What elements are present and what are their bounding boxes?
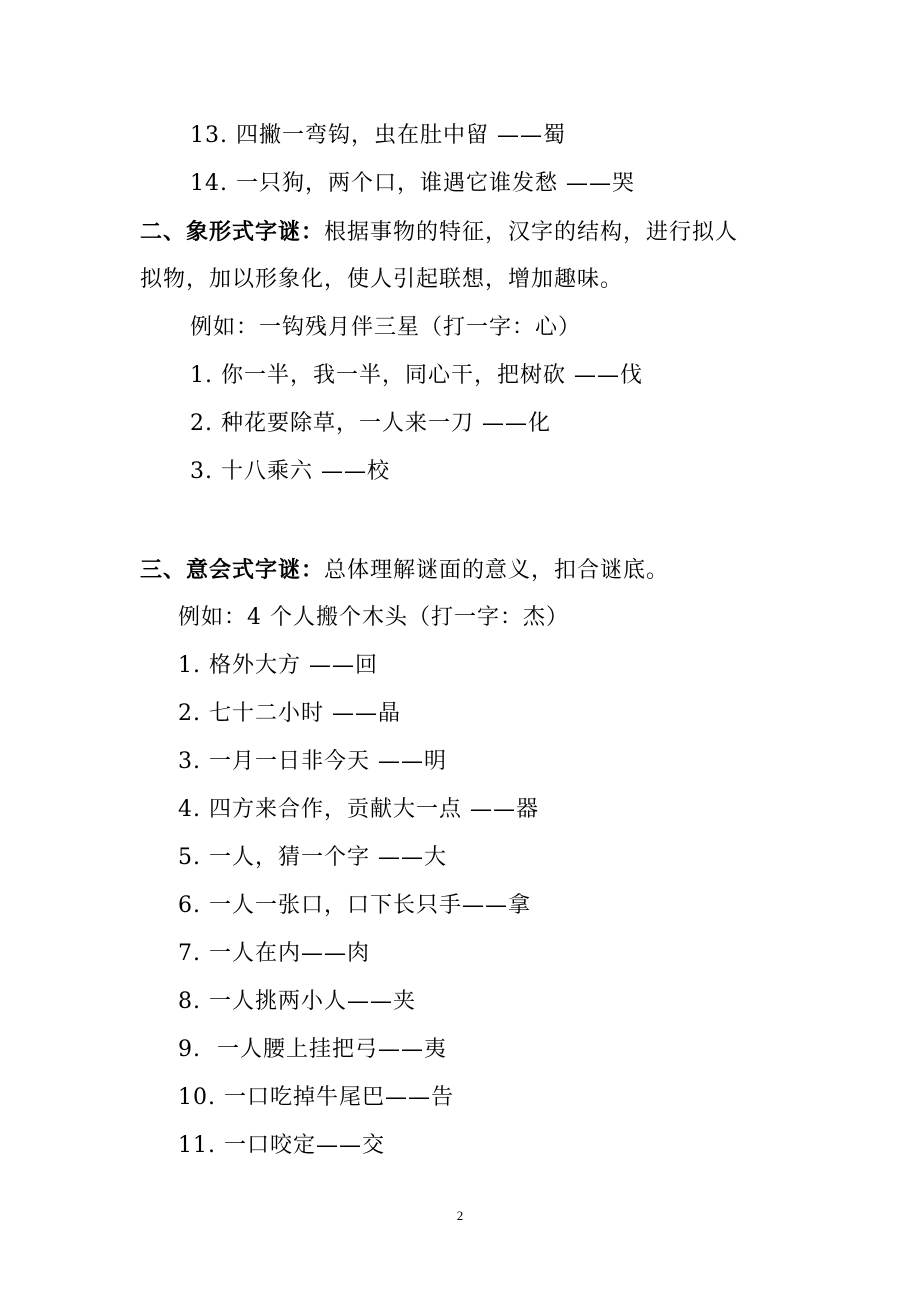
list-item [178, 1083, 454, 1113]
item-text: 一人挑两小人——夹 [209, 989, 417, 1014]
list-item [178, 891, 531, 921]
item-number: 10. [178, 1085, 216, 1110]
item-number: 14. [190, 171, 228, 196]
list-item [190, 169, 635, 199]
section-description: 总体理解谜面的意义，扣合谜底。 [324, 558, 670, 583]
list-item [178, 1131, 385, 1161]
list-item [178, 747, 447, 777]
section-description-continued [140, 265, 623, 295]
section-label: 二、象形式字谜： [140, 219, 325, 245]
list-item [178, 843, 447, 873]
item-text: 四方来合作，贡献大一点 ——器 [209, 797, 539, 822]
item-number: 8. [178, 989, 201, 1014]
item-number: 1. [190, 363, 213, 388]
item-text: 一人在内——肉 [209, 941, 371, 966]
example-line [178, 603, 569, 633]
section-heading [140, 555, 669, 586]
item-number: 5. [178, 845, 201, 870]
example-line [190, 313, 581, 343]
list-item [178, 939, 370, 969]
section-description: 拟物，加以形象化，使人引起联想，增加趣味。 [140, 267, 624, 292]
item-text: 四撇一弯钩，虫在肚中留 ——蜀 [236, 123, 566, 148]
list-item [190, 457, 390, 487]
list-item [190, 361, 643, 391]
item-number: 11. [178, 1133, 216, 1158]
item-number: 2. [190, 411, 213, 436]
list-item [178, 651, 378, 681]
item-number: 2. [178, 701, 201, 726]
section-description: 根据事物的特征，汉字的结构，进行拟人 [324, 220, 739, 245]
item-number: 3. [178, 749, 201, 774]
list-item [178, 1035, 447, 1065]
example-text: 例如：4 个人搬个木头（打一字：杰） [178, 605, 569, 630]
item-text: 一口吃掉牛尾巴——告 [224, 1085, 455, 1110]
item-text: 一人腰上挂把弓——夷 [209, 1037, 447, 1062]
example-text: 例如：一钩残月伴三星（打一字：心） [190, 315, 582, 340]
item-text: 一口咬定——交 [224, 1133, 386, 1158]
item-text: 格外大方 ——回 [209, 653, 378, 678]
list-item [190, 409, 551, 439]
section-heading [140, 217, 738, 248]
item-text: 你一半，我一半，同心干，把树砍 ——伐 [221, 363, 643, 388]
section-label: 三、意会式字谜： [140, 557, 325, 583]
item-number: 4. [178, 797, 201, 822]
item-text: 七十二小时 ——晶 [209, 701, 401, 726]
item-number: 3. [190, 459, 213, 484]
item-text: 一人，猜一个字 ——大 [209, 845, 447, 870]
item-text: 一只狗，两个口，谁遇它谁发愁 ——哭 [236, 171, 635, 196]
item-number: 9. [178, 1037, 201, 1062]
item-text: 种花要除草，一人来一刀 ——化 [221, 411, 551, 436]
list-item [178, 795, 539, 825]
item-number: 7. [178, 941, 201, 966]
item-text: 一人一张口，口下长只手——拿 [209, 893, 532, 918]
list-item [178, 699, 401, 729]
page-number: 2 [456, 1208, 464, 1223]
item-text: 一月一日非今天 ——明 [209, 749, 447, 774]
list-item [190, 121, 566, 151]
item-number: 1. [178, 653, 201, 678]
item-text: 十八乘六 ——校 [221, 459, 390, 484]
item-number: 6. [178, 893, 201, 918]
item-number: 13. [190, 123, 228, 148]
list-item [178, 987, 416, 1017]
